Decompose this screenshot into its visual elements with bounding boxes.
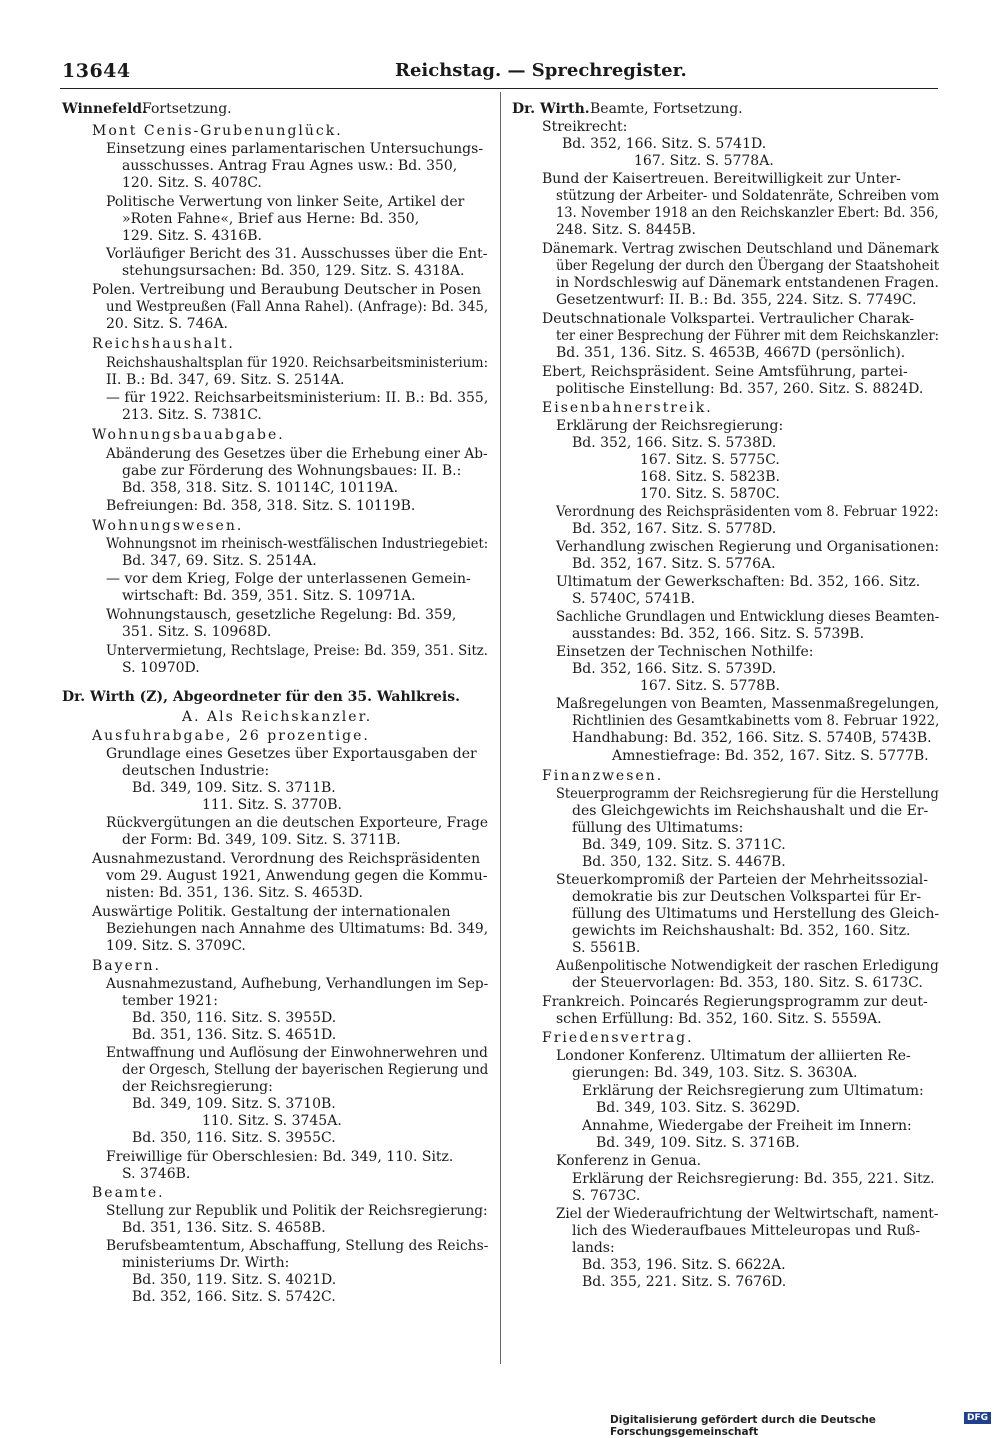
register-line: 20. Sitz. S. 746A. [106,316,228,332]
register-line: 167. Sitz. S. 5778B. [640,678,780,694]
register-line: politische Einstellung: Bd. 357, 260. Sitz. S. 8824D. [556,381,924,397]
register-line: lich des Wiederaufbaues Mitteleuropas und Ruß- [572,1223,921,1239]
register-line: Bd. 350, 119. Sitz. S. 4021D. [132,1272,337,1288]
register-line: Wohnungsnot im rheinisch-westfälischen Industriegebiet: [106,536,489,552]
footer-credit: Digitalisierung gefördert durch die Deutsche Forschungsgemeinschaft [610,1414,876,1438]
register-line: Verhandlung zwischen Regierung und Organisationen: [556,539,940,555]
register-line: stehungsursachen: Bd. 350, 129. Sitz. S. 4318A. [122,263,465,279]
register-line: schen Erfüllung: Bd. 352, 160. Sitz. S. 5559A. [556,1011,882,1027]
register-line: Abänderung des Gesetzes über die Erhebung einer Ab- [106,446,488,462]
register-line: Bd. 351, 136. Sitz. S. 4651D. [132,1027,337,1043]
register-line: gewichts im Reichshaushalt: Bd. 352, 160. Sitz. [572,923,911,939]
register-line: der Steuervorlagen: Bd. 353, 180. Sitz. S. 6173C. [572,975,923,991]
register-line: Beamte. [92,1185,165,1201]
register-line: S. 10970D. [122,660,200,676]
register-line: Einsetzung eines parlamentarischen Untersuchungs- [106,141,484,157]
register-line: Friedensvertrag. [542,1030,694,1046]
register-line: nisten: Bd. 351, 136. Sitz. S. 4653D. [106,885,363,901]
register-line: Polen. Vertreibung und Beraubung Deutscher in Posen [92,282,482,298]
register-line: Winnefeld. [62,101,147,117]
register-line: Bd. 349, 109. Sitz. S. 3716B. [596,1135,800,1151]
register-line: Steuerprogramm der Reichsregierung für die Herstellung [556,786,939,802]
register-line: Bd. 349, 109. Sitz. S. 3711C. [582,837,786,853]
register-line: 351. Sitz. S. 10968D. [122,624,272,640]
register-line: Bd. 351, 136. Sitz. S. 4658B. [122,1220,326,1236]
register-line: Beziehungen nach Annahme des Ultimatums: Bd. 349, [106,921,489,937]
register-line: Ultimatum der Gewerkschaften: Bd. 352, 166. Sitz. [556,574,921,590]
register-line: Handhabung: Bd. 352, 166. Sitz. S. 5740B, 5743B. [572,730,932,746]
register-line: S. 5740C, 5741B. [572,591,696,607]
register-line: Rückvergütungen an die deutschen Exporteure, Frage [106,815,488,831]
register-line: Erklärung der Reichsregierung: Bd. 355, 221. Sitz. [572,1171,935,1187]
register-line: Finanzwesen. [542,768,664,784]
register-line: vom 29. August 1921, Anwendung gegen die Kommu- [106,868,488,884]
register-line: Ziel der Wiederaufrichtung der Weltwirtschaft, nament- [556,1206,939,1222]
register-line: Vorläufiger Bericht des 31. Ausschusses über die Ent- [106,246,488,262]
register-line: 213. Sitz. S. 7381C. [122,407,262,423]
register-line: Gesetzentwurf: II. B.: Bd. 355, 224. Sitz. S. 7749C. [556,292,917,308]
register-line: Dr. Wirth (Z), Abgeordneter für den 35. Wahlkreis. [62,689,461,705]
register-line: A. Als Reichskanzler. [182,709,373,725]
register-line: Ausfuhrabgabe, 26 prozentige. [92,728,370,744]
register-line: Frankreich. Poincarés Regierungsprogramm zur deut- [542,994,928,1010]
register-line: Amnestiefrage: Bd. 352, 167. Sitz. S. 5777B. [612,748,929,764]
register-line: II. B.: Bd. 347, 69. Sitz. S. 2514A. [106,372,345,388]
register-line: Wohnungsbauabgabe. [92,427,285,443]
register-line: 109. Sitz. S. 3709C. [106,938,246,954]
register-line: Bd. 352, 166. Sitz. S. 5738D. [572,435,777,451]
register-line: Sachliche Grundlagen und Entwicklung dieses Beamten- [556,609,940,625]
register-line: Wohnungstausch, gesetzliche Regelung: Bd. 359, [106,607,457,623]
register-line: Bd. 353, 196. Sitz. S. 6622A. [582,1257,786,1273]
register-line: 167. Sitz. S. 5778A. [634,153,774,169]
register-line: 168. Sitz. S. 5823B. [640,469,780,485]
register-line: deutschen Industrie: [122,763,270,779]
register-line: Befreiungen: Bd. 358, 318. Sitz. S. 10119B. [106,498,416,514]
register-line: Politische Verwertung von linker Seite, Artikel der [106,194,465,210]
register-line: Reichshaushalt. [92,336,235,352]
register-line: ausstandes: Bd. 352, 166. Sitz. S. 5739B. [572,626,865,642]
register-line: Eisenbahnerstreik. [542,400,713,416]
register-line: füllung des Ultimatums und Herstellung des Gleich- [572,906,940,922]
register-line: ministeriums Dr. Wirth: [122,1255,290,1271]
register-line: Bd. 352, 167. Sitz. S. 5778D. [572,521,777,537]
register-line: Bd. 350, 116. Sitz. S. 3955D. [132,1010,337,1026]
register-line: Bd. 358, 318. Sitz. S. 10114C, 10119A. [122,480,399,496]
register-line: 13. November 1918 an den Reichskanzler Ebert: Bd. 356, [556,205,939,221]
register-line: Dänemark. Vertrag zwischen Deutschland und Dänemark [542,241,939,257]
register-line: lands: [572,1240,615,1256]
register-line: Erklärung der Reichsregierung zum Ultimatum: [582,1083,924,1099]
register-line: 110. Sitz. S. 3745A. [202,1113,342,1129]
register-line: Stellung zur Republik und Politik der Reichsregierung: [106,1203,488,1219]
register-line: füllung des Ultimatums: [572,820,744,836]
register-line: Richtlinien des Gesamtkabinetts vom 8. Februar 1922, [572,713,940,729]
register-line: Verordnung des Reichspräsidenten vom 8. Februar 1922: [556,504,939,520]
register-line: »Roten Fahne«, Brief aus Herne: Bd. 350, [122,211,420,227]
register-line: Beamte, Fortsetzung. [590,101,743,117]
register-line: Fortsetzung. [142,101,232,117]
register-line: 129. Sitz. S. 4316B. [122,228,262,244]
register-line: 111. Sitz. S. 3770B. [202,797,342,813]
register-line: Bd. 350, 132. Sitz. S. 4467B. [582,854,786,870]
register-line: stützung der Arbeiter- und Soldatenräte, Schreiben vom [556,188,940,204]
register-line: — für 1922. Reichsarbeitsministerium: II. B.: Bd. 355, [106,390,489,406]
register-line: Maßregelungen von Beamten, Massenmaßregelungen, [556,696,940,712]
register-line: Bd. 352, 167. Sitz. S. 5776A. [572,556,776,572]
register-line: S. 5561B. [572,940,641,956]
header-rule [60,88,938,89]
register-line: Berufsbeamtentum, Abschaffung, Stellung des Reichs- [106,1238,489,1254]
register-line: Einsetzen der Technischen Nothilfe: [556,644,814,660]
register-line: Bd. 349, 103. Sitz. S. 3629D. [596,1100,801,1116]
register-line: Reichshaushaltsplan für 1920. Reichsarbeitsministerium: [106,355,489,371]
register-line: Ausnahmezustand, Aufhebung, Verhandlungen im Sep- [106,976,489,992]
register-line: Grundlage eines Gesetzes über Exportausgaben der [106,746,477,762]
register-line: ausschusses. Antrag Frau Agnes usw.: Bd. 350, [122,158,458,174]
register-line: Ebert, Reichspräsident. Seine Amtsführung, partei- [542,364,908,380]
register-line: gierungen: Bd. 349, 103. Sitz. S. 3630A. [572,1065,858,1081]
register-line: Bd. 352, 166. Sitz. S. 5741D. [562,136,767,152]
register-line: Streikrecht: [542,119,628,135]
register-line: Auswärtige Politik. Gestaltung der internationalen [92,904,451,920]
register-line: Bd. 349, 109. Sitz. S. 3711B. [132,780,336,796]
register-line: Bd. 349, 109. Sitz. S. 3710B. [132,1096,336,1112]
register-line: Mont Cenis-Grubenunglück. [92,123,343,139]
register-line: der Form: Bd. 349, 109. Sitz. S. 3711B. [122,832,401,848]
register-line: Konferenz in Genua. [556,1153,702,1169]
register-line: Steuerkompromiß der Parteien der Mehrheitssozial- [556,872,929,888]
register-line: Außenpolitische Notwendigkeit der raschen Erledigung [556,958,939,974]
register-line: 170. Sitz. S. 5870C. [640,486,780,502]
register-line: Untervermietung, Rechtslage, Preise: Bd. 359, 351. Sitz. [106,643,488,659]
register-line: Bd. 352, 166. Sitz. S. 5739D. [572,661,777,677]
register-line: gabe zur Förderung des Wohnungsbaues: II. B.: [122,463,462,479]
dfg-logo: DFG [964,1412,991,1424]
register-line: Londoner Konferenz. Ultimatum der alliierten Re- [556,1048,911,1064]
register-line: tember 1921: [122,993,218,1009]
register-line: 167. Sitz. S. 5775C. [640,452,780,468]
register-line: des Gleichgewichts im Reichshaushalt und die Er- [572,803,929,819]
register-line: Erklärung der Reichsregierung: [556,418,784,434]
register-line: Deutschnationale Volkspartei. Vertraulicher Charak- [542,311,915,327]
register-line: Ausnahmezustand. Verordnung des Reichspräsidenten [92,851,481,867]
register-line: in Nordschleswig auf Dänemark entstandenen Fragen. [556,275,939,291]
register-line: Bd. 351, 136. Sitz. S. 4653B, 4667D (persönlich). [556,345,906,361]
register-line: Entwaffnung und Auflösung der Einwohnerwehren und [106,1045,488,1061]
register-line: Freiwillige für Oberschlesien: Bd. 349, 110. Sitz. [106,1149,454,1165]
register-line: 120. Sitz. S. 4078C. [122,175,262,191]
register-line: Bd. 350, 116. Sitz. S. 3955C. [132,1130,336,1146]
register-line: Bd. 355, 221. Sitz. S. 7676D. [582,1274,787,1290]
register-line: Bd. 347, 69. Sitz. S. 2514A. [122,553,317,569]
running-head: Reichstag. — Sprechregister. [395,60,687,81]
register-line: und Westpreußen (Fall Anna Rahel). (Anfrage): Bd. 345, [106,299,489,315]
register-line: Bund der Kaisertreuen. Bereitwilligkeit zur Unter- [542,171,901,187]
register-line: Dr. Wirth. [512,101,590,117]
page-number: 13644 [62,60,131,82]
register-line: wirtschaft: Bd. 359, 351. Sitz. S. 10971A. [122,588,416,604]
register-line: Annahme, Wiedergabe der Freiheit im Innern: [582,1118,912,1134]
column-divider [500,92,501,1364]
register-line: Wohnungswesen. [92,518,244,534]
register-line: Bayern. [92,958,161,974]
register-line: ter einer Besprechung der Führer mit dem Reichskanzler: [556,328,940,344]
register-line: der Reichsregierung: [122,1079,273,1095]
register-line: S. 3746B. [122,1166,191,1182]
register-line: Bd. 352, 166. Sitz. S. 5742C. [132,1289,336,1305]
register-line: — vor dem Krieg, Folge der unterlassenen Gemein- [106,571,471,587]
register-line: 248. Sitz. S. 8445B. [556,222,696,238]
register-line: demokratie bis zur Deutschen Volkspartei für Er- [572,889,922,905]
register-line: über Regelung der durch den Übergang der Staatshoheit [556,258,940,274]
register-line: S. 7673C. [572,1188,641,1204]
register-line: der Orgesch, Stellung der bayerischen Regierung und [122,1062,489,1078]
